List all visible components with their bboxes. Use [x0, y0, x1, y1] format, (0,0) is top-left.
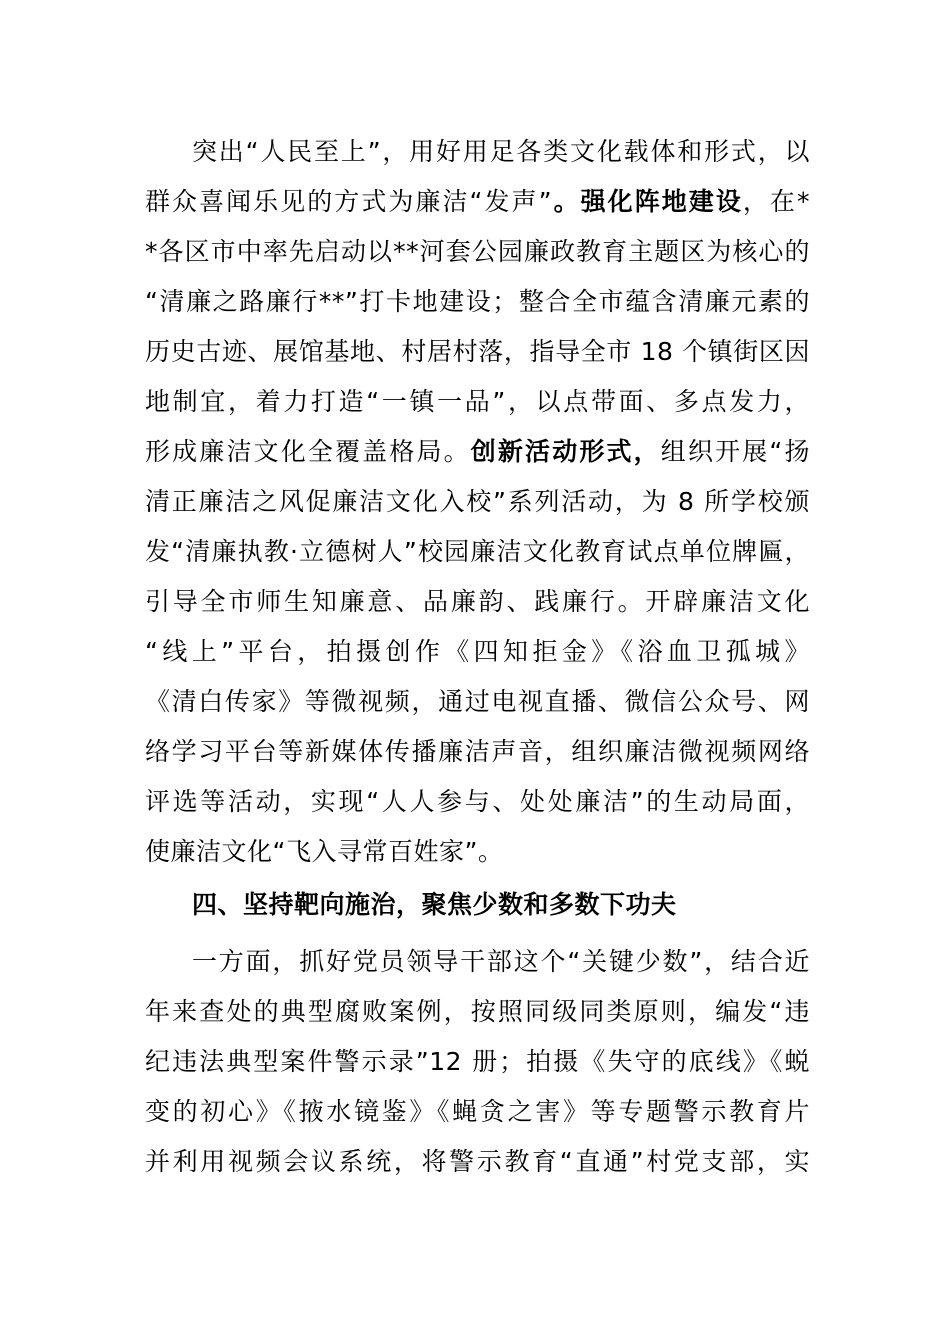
bold-emphasis-innovate-activities: 创新活动形式，	[470, 437, 661, 466]
text-run: 组织开展“扬	[660, 437, 810, 466]
text-run: 群众喜闻乐见的方式为廉洁“发声”	[145, 187, 553, 216]
paragraph-1-line-13: 络学习平台等新媒体传播廉洁声音，组织廉洁微视频网络	[145, 737, 810, 766]
paragraph-1-line-1: 突出“人民至上”，用好用足各类文化载体和形式，以	[192, 137, 810, 166]
section-heading: 四、坚持靶向施治，聚焦少数和多数下功夫	[192, 890, 677, 919]
paragraph-1-line-4: “清廉之路廉行**”打卡地建设；整合全市蕴含清廉元素的	[145, 287, 810, 316]
paragraph-1-line-7	[145, 427, 810, 477]
text-run: ，在*	[742, 187, 810, 216]
paragraph-1-line-14: 评选等活动，实现“人人参与、处处廉洁”的生动局面，	[145, 787, 810, 816]
paragraph-1-line-15: 使廉洁文化“飞入寻常百姓家”。	[145, 837, 504, 866]
paragraph-1-line-11: “线上”平台，拍摄创作《四知拒金》《浴血卫孤城》	[145, 637, 810, 666]
paragraph-1-line-5: 历史古迹、展馆基地、村居村落，指导全市 18 个镇街区因	[145, 337, 810, 366]
bold-emphasis-strengthen-positions: 。强化阵地建设	[552, 187, 743, 216]
paragraph-2-line-2: 年来查处的典型腐败案例，按照同级同类原则，编发“违	[145, 997, 810, 1026]
paragraph-1-line-3: *各区市中率先启动以**河套公园廉政教育主题区为核心的	[145, 237, 810, 266]
paragraph-1-line-8: 清正廉洁之风促廉洁文化入校”系列活动，为 8 所学校颁	[145, 487, 810, 516]
paragraph-1-line-6: 地制宜，着力打造“一镇一品”，以点带面、多点发力，	[145, 387, 810, 416]
paragraph-1-line-10: 引导全市师生知廉意、品廉韵、践廉行。开辟廉洁文化	[145, 587, 810, 616]
paragraph-2-line-4: 变的初心》《掖水镜鉴》《蝇贪之害》等专题警示教育片	[145, 1097, 810, 1126]
paragraph-1-line-2	[145, 177, 810, 227]
paragraph-2-line-1: 一方面，抓好党员领导干部这个“关键少数”，结合近	[192, 947, 810, 976]
paragraph-1-line-9: 发“清廉执教·立德树人”校园廉洁文化教育试点单位牌匾，	[145, 537, 810, 566]
paragraph-1-line-12: 《清白传家》等微视频，通过电视直播、微信公众号、网	[145, 687, 810, 716]
paragraph-2-line-5: 并利用视频会议系统，将警示教育“直通”村党支部，实	[145, 1147, 810, 1176]
text-run: 形成廉洁文化全覆盖格局。	[145, 437, 471, 466]
paragraph-2-line-3: 纪违法典型案件警示录”12 册；拍摄《失守的底线》《蜕	[145, 1047, 810, 1076]
